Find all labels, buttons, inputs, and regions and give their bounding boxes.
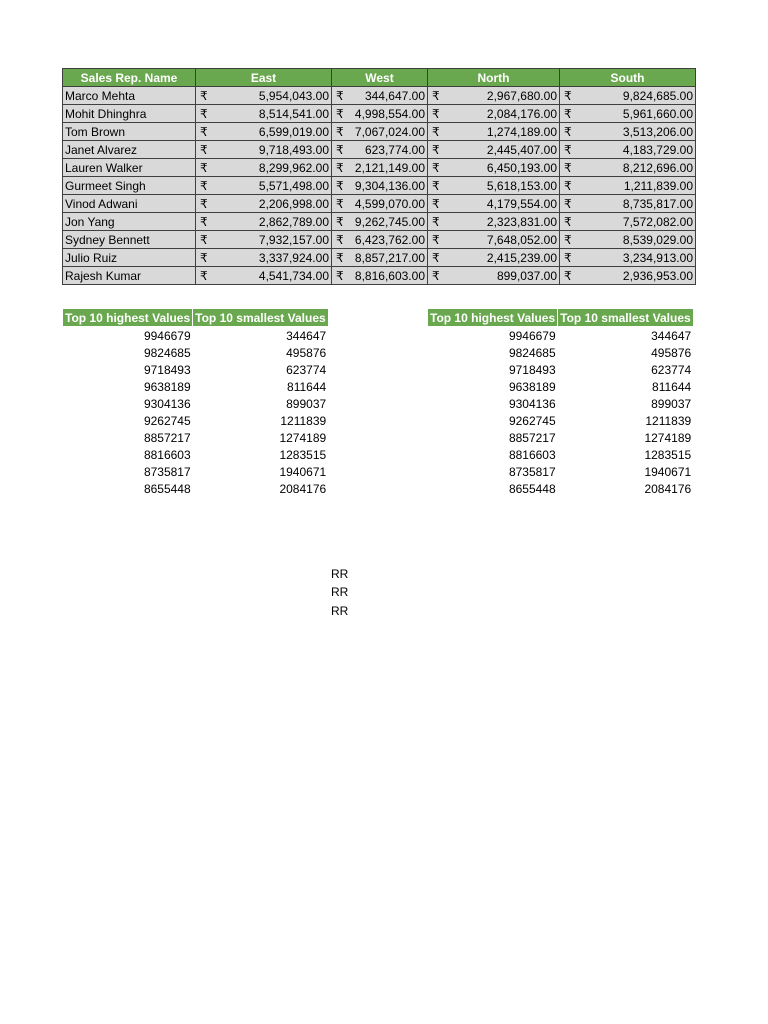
sales-rep-name-cell[interactable]: Jon Yang — [63, 213, 196, 231]
amount-text: 3,337,924.00 — [258, 250, 329, 265]
amount-text: 1,211,839.00 — [623, 178, 693, 193]
amount-text: 5,571,498.00 — [258, 178, 329, 193]
top-values-row — [63, 480, 329, 497]
sales-table-body — [63, 87, 696, 285]
smallest-value-cell[interactable]: 1283515 — [279, 447, 327, 462]
amount-text: 2,323,831.00 — [486, 214, 557, 229]
smallest-value-cell[interactable]: 344647 — [286, 328, 327, 343]
currency-symbol: ₹ — [200, 160, 208, 175]
currency-symbol: ₹ — [564, 196, 572, 211]
currency-symbol: ₹ — [564, 124, 572, 139]
east-value-cell[interactable] — [196, 87, 332, 105]
west-value-cell[interactable] — [332, 87, 428, 105]
highest-value-cell[interactable]: 8857217 — [508, 430, 556, 445]
currency-symbol: ₹ — [564, 214, 572, 229]
amount-text: 4,183,729.00 — [622, 142, 693, 157]
currency-symbol: ₹ — [336, 214, 344, 229]
south-value-cell[interactable] — [560, 87, 696, 105]
currency-symbol: ₹ — [336, 196, 344, 211]
currency-symbol: ₹ — [564, 88, 572, 103]
east-value-cell[interactable] — [196, 105, 332, 123]
top-values-table-right — [427, 308, 694, 497]
top-values-row — [428, 344, 694, 361]
amount-text: 4,541,734.00 — [258, 268, 329, 283]
smallest-value-cell[interactable]: 1274189 — [644, 430, 692, 445]
currency-symbol: ₹ — [564, 160, 572, 175]
highest-value-cell[interactable]: 9718493 — [508, 362, 556, 377]
east-value-cell[interactable] — [196, 159, 332, 177]
smallest-value-cell[interactable]: 344647 — [651, 328, 692, 343]
currency-symbol: ₹ — [200, 142, 208, 157]
currency-symbol: ₹ — [200, 106, 208, 121]
highest-value-cell[interactable]: 9718493 — [143, 362, 191, 377]
sales-row — [63, 159, 696, 177]
currency-symbol: ₹ — [432, 196, 440, 211]
currency-symbol: ₹ — [200, 178, 208, 193]
amount-text: 2,415,239.00 — [486, 250, 557, 265]
amount-text: 7,648,052.00 — [486, 232, 557, 247]
rr-cell[interactable]: RR — [331, 567, 349, 581]
amount-text: 623,774.00 — [364, 142, 425, 157]
sales-row — [63, 87, 696, 105]
amount-text: 8,539,029.00 — [622, 232, 693, 247]
currency-symbol: ₹ — [200, 88, 208, 103]
amount-text: 9,304,136.00 — [354, 178, 425, 193]
north-value-cell[interactable] — [428, 267, 560, 285]
currency-symbol: ₹ — [432, 142, 440, 157]
sales-rep-name-cell[interactable]: Sydney Bennett — [63, 231, 196, 249]
top-values-row — [428, 429, 694, 446]
highest-value-cell[interactable]: 8816603 — [508, 447, 556, 462]
amount-text: 5,954,043.00 — [258, 88, 329, 103]
amount-text: 8,514,541.00 — [258, 106, 329, 121]
currency-symbol: ₹ — [336, 124, 344, 139]
east-value-cell[interactable] — [196, 231, 332, 249]
amount-text: 2,862,789.00 — [258, 214, 329, 229]
rr-cell[interactable]: RR — [331, 585, 349, 599]
amount-text: 6,423,762.00 — [354, 232, 425, 247]
header-west[interactable]: West — [332, 69, 428, 87]
west-value-cell[interactable] — [332, 141, 428, 159]
smallest-value-cell[interactable]: 495876 — [286, 345, 327, 360]
east-value-cell[interactable] — [196, 249, 332, 267]
amount-text: 8,735,817.00 — [622, 196, 693, 211]
sales-header-row — [63, 69, 696, 87]
currency-symbol: ₹ — [200, 124, 208, 139]
top-values-row — [63, 412, 329, 429]
sales-row — [63, 267, 696, 285]
currency-symbol: ₹ — [564, 178, 572, 193]
amount-text: 9,824,685.00 — [622, 88, 693, 103]
west-value-cell[interactable] — [332, 213, 428, 231]
sales-row — [63, 105, 696, 123]
currency-symbol: ₹ — [336, 160, 344, 175]
amount-text: 7,932,157.00 — [258, 232, 329, 247]
north-value-cell[interactable] — [428, 141, 560, 159]
top-values-row — [63, 361, 329, 378]
amount-text: 2,967,680.00 — [486, 88, 557, 103]
north-value-cell[interactable] — [428, 231, 560, 249]
highest-value-cell[interactable]: 8735817 — [508, 464, 556, 479]
south-value-cell[interactable] — [560, 159, 696, 177]
south-value-cell[interactable] — [560, 141, 696, 159]
south-value-cell[interactable] — [560, 249, 696, 267]
smallest-value-cell[interactable]: 811644 — [652, 379, 692, 394]
currency-symbol: ₹ — [432, 250, 440, 265]
amount-text: 8,299,962.00 — [258, 160, 329, 175]
top-values-row — [63, 378, 329, 395]
south-value-cell[interactable] — [560, 231, 696, 249]
currency-symbol: ₹ — [336, 268, 344, 283]
highest-value-cell[interactable]: 8735817 — [143, 464, 191, 479]
smallest-value-cell[interactable]: 1283515 — [644, 447, 692, 462]
highest-value-cell[interactable]: 9638189 — [508, 379, 556, 394]
amount-text: 6,599,019.00 — [258, 124, 329, 139]
west-value-cell[interactable] — [332, 267, 428, 285]
sales-row — [63, 123, 696, 141]
north-value-cell[interactable] — [428, 177, 560, 195]
smallest-value-cell[interactable]: 1211839 — [280, 413, 327, 428]
top-values-row — [63, 395, 329, 412]
top-values-row — [428, 378, 694, 395]
top-values-row — [63, 463, 329, 480]
south-value-cell[interactable] — [560, 213, 696, 231]
sales-table — [62, 68, 696, 285]
amount-text: 8,816,603.00 — [354, 268, 425, 283]
smallest-value-cell[interactable]: 899037 — [286, 396, 327, 411]
west-value-cell[interactable] — [332, 123, 428, 141]
currency-symbol: ₹ — [564, 106, 572, 121]
highest-value-cell[interactable]: 9824685 — [508, 345, 556, 360]
highest-values-header[interactable]: Top 10 highest Values — [63, 309, 193, 327]
south-value-cell[interactable] — [560, 177, 696, 195]
top-values-row — [428, 361, 694, 378]
smallest-values-header[interactable]: Top 10 smallest Values — [193, 309, 329, 327]
smallest-value-cell[interactable]: 623774 — [651, 362, 692, 377]
amount-text: 6,450,193.00 — [486, 160, 557, 175]
top-values-body-right — [428, 327, 694, 498]
currency-symbol: ₹ — [432, 124, 440, 139]
highest-value-cell[interactable]: 9304136 — [508, 396, 556, 411]
currency-symbol: ₹ — [432, 160, 440, 175]
smallest-value-cell[interactable]: 899037 — [651, 396, 692, 411]
header-north[interactable]: North — [428, 69, 560, 87]
smallest-value-cell[interactable]: 495876 — [651, 345, 692, 360]
east-value-cell[interactable] — [196, 123, 332, 141]
currency-symbol: ₹ — [564, 268, 572, 283]
sales-rep-name-cell[interactable]: Gurmeet Singh — [63, 177, 196, 195]
smallest-values-header[interactable]: Top 10 smallest Values — [558, 309, 694, 327]
south-value-cell[interactable] — [560, 105, 696, 123]
north-value-cell[interactable] — [428, 195, 560, 213]
sales-rep-name-cell[interactable]: Lauren Walker — [63, 159, 196, 177]
west-value-cell[interactable] — [332, 249, 428, 267]
amount-text: 4,179,554.00 — [486, 196, 557, 211]
currency-symbol: ₹ — [200, 250, 208, 265]
sales-rep-name-cell[interactable]: Tom Brown — [63, 123, 196, 141]
top-values-row — [428, 480, 694, 497]
currency-symbol: ₹ — [432, 178, 440, 193]
sales-rep-name-cell[interactable]: Julio Ruiz — [63, 249, 196, 267]
top-values-row — [63, 429, 329, 446]
currency-symbol: ₹ — [432, 214, 440, 229]
amount-text: 2,121,149.00 — [354, 160, 425, 175]
currency-symbol: ₹ — [200, 214, 208, 229]
west-value-cell[interactable] — [332, 177, 428, 195]
smallest-value-cell[interactable]: 2084176 — [644, 481, 692, 496]
highest-value-cell[interactable]: 9304136 — [143, 396, 191, 411]
amount-text: 2,936,953.00 — [622, 268, 693, 283]
amount-text: 1,274,189.00 — [486, 124, 557, 139]
header-south[interactable]: South — [560, 69, 696, 87]
currency-symbol: ₹ — [564, 250, 572, 265]
top-values-row — [428, 327, 694, 345]
top-values-table-left — [62, 308, 329, 497]
highest-value-cell[interactable]: 9638189 — [143, 379, 191, 394]
smallest-value-cell[interactable]: 623774 — [286, 362, 327, 377]
north-value-cell[interactable] — [428, 87, 560, 105]
amount-text: 2,445,407.00 — [486, 142, 557, 157]
highest-value-cell[interactable]: 8655448 — [508, 481, 556, 496]
north-value-cell[interactable] — [428, 213, 560, 231]
amount-text: 344,647.00 — [364, 88, 425, 103]
currency-symbol: ₹ — [432, 106, 440, 121]
highest-values-header[interactable]: Top 10 highest Values — [428, 309, 558, 327]
amount-text: 5,618,153.00 — [486, 178, 557, 193]
amount-text: 3,234,913.00 — [622, 250, 693, 265]
amount-text: 9,262,745.00 — [354, 214, 425, 229]
sales-row — [63, 141, 696, 159]
amount-text: 3,513,206.00 — [622, 124, 693, 139]
top-values-row — [63, 446, 329, 463]
sales-rep-name-cell[interactable]: Janet Alvarez — [63, 141, 196, 159]
smallest-value-cell[interactable]: 1940671 — [279, 464, 327, 479]
amount-text: 7,067,024.00 — [354, 124, 425, 139]
top-values-row — [428, 446, 694, 463]
west-value-cell[interactable] — [332, 231, 428, 249]
west-value-cell[interactable] — [332, 105, 428, 123]
top-values-row — [63, 344, 329, 361]
east-value-cell[interactable] — [196, 267, 332, 285]
highest-value-cell[interactable]: 9262745 — [143, 413, 191, 428]
currency-symbol: ₹ — [336, 178, 344, 193]
currency-symbol: ₹ — [432, 268, 440, 283]
currency-symbol: ₹ — [200, 232, 208, 247]
amount-text: 899,037.00 — [496, 268, 557, 283]
sales-rep-name-cell[interactable]: Vinod Adwani — [63, 195, 196, 213]
highest-value-cell[interactable]: 9262745 — [508, 413, 556, 428]
top-values-body-left — [63, 327, 329, 498]
highest-value-cell[interactable]: 9946679 — [508, 328, 556, 343]
amount-text: 4,998,554.00 — [354, 106, 425, 121]
sales-rep-name-cell[interactable]: Marco Mehta — [63, 87, 196, 105]
sales-row — [63, 177, 696, 195]
north-value-cell[interactable] — [428, 159, 560, 177]
west-value-cell[interactable] — [332, 195, 428, 213]
currency-symbol: ₹ — [336, 106, 344, 121]
amount-text: 7,572,082.00 — [622, 214, 693, 229]
top-values-row — [428, 463, 694, 480]
top-values-row — [63, 327, 329, 345]
highest-value-cell[interactable]: 8816603 — [143, 447, 191, 462]
smallest-value-cell[interactable]: 2084176 — [279, 481, 327, 496]
currency-symbol: ₹ — [432, 232, 440, 247]
header-east[interactable]: East — [196, 69, 332, 87]
smallest-value-cell[interactable]: 811644 — [287, 379, 327, 394]
currency-symbol: ₹ — [336, 232, 344, 247]
currency-symbol: ₹ — [336, 88, 344, 103]
north-value-cell[interactable] — [428, 105, 560, 123]
highest-value-cell[interactable]: 9946679 — [143, 328, 191, 343]
rr-cell[interactable]: RR — [331, 604, 349, 618]
header-sales-rep[interactable]: Sales Rep. Name — [63, 69, 196, 87]
sales-rep-name-cell[interactable]: Rajesh Kumar — [63, 267, 196, 285]
smallest-value-cell[interactable]: 1211839 — [645, 413, 692, 428]
sales-row — [63, 231, 696, 249]
currency-symbol: ₹ — [564, 142, 572, 157]
currency-symbol: ₹ — [200, 196, 208, 211]
east-value-cell[interactable] — [196, 177, 332, 195]
amount-text: 2,084,176.00 — [486, 106, 557, 121]
highest-value-cell[interactable]: 8857217 — [143, 430, 191, 445]
sales-row — [63, 195, 696, 213]
currency-symbol: ₹ — [432, 88, 440, 103]
currency-symbol: ₹ — [200, 268, 208, 283]
amount-text: 9,718,493.00 — [258, 142, 329, 157]
north-value-cell[interactable] — [428, 123, 560, 141]
top-values-row — [428, 395, 694, 412]
south-value-cell[interactable] — [560, 267, 696, 285]
amount-text: 5,961,660.00 — [622, 106, 693, 121]
north-value-cell[interactable] — [428, 249, 560, 267]
east-value-cell[interactable] — [196, 213, 332, 231]
east-value-cell[interactable] — [196, 141, 332, 159]
top-values-row — [428, 412, 694, 429]
south-value-cell[interactable] — [560, 123, 696, 141]
amount-text: 8,857,217.00 — [354, 250, 425, 265]
amount-text: 4,599,070.00 — [354, 196, 425, 211]
sales-row — [63, 249, 696, 267]
sales-row — [63, 213, 696, 231]
amount-text: 8,212,696.00 — [622, 160, 693, 175]
east-value-cell[interactable] — [196, 195, 332, 213]
highest-value-cell[interactable]: 9824685 — [143, 345, 191, 360]
currency-symbol: ₹ — [336, 250, 344, 265]
south-value-cell[interactable] — [560, 195, 696, 213]
west-value-cell[interactable] — [332, 159, 428, 177]
smallest-value-cell[interactable]: 1274189 — [279, 430, 327, 445]
smallest-value-cell[interactable]: 1940671 — [644, 464, 692, 479]
amount-text: 2,206,998.00 — [258, 196, 329, 211]
currency-symbol: ₹ — [336, 142, 344, 157]
currency-symbol: ₹ — [564, 232, 572, 247]
sales-rep-name-cell[interactable]: Mohit Dhinghra — [63, 105, 196, 123]
highest-value-cell[interactable]: 8655448 — [143, 481, 191, 496]
